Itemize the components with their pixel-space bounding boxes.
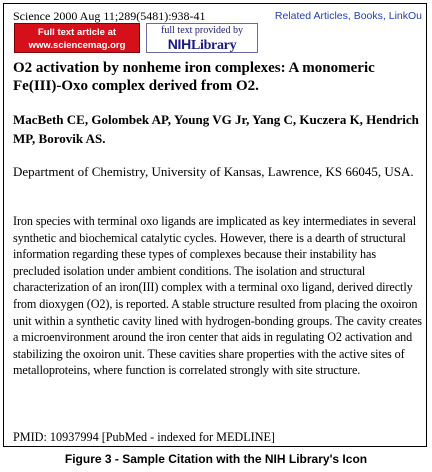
nih-logo-prefix: NIH — [167, 36, 191, 52]
sciencemag-full-text-button[interactable] — [14, 23, 140, 53]
citation-frame — [3, 3, 427, 447]
author-affiliation: Department of Chemistry, University of Kansas, Lawrence, KS 66045, USA. — [13, 164, 414, 179]
related-articles-link[interactable]: Related Articles, Books, LinkOu — [274, 10, 422, 22]
article-abstract: Iron species with terminal oxo ligands are implicated as key intermediates in several synthetic and biochemical catalytic cycles. However, there is a dearth of structural information regarding these types of complexes because their instability has precluded isolation under ambient conditions. The isolation and structural characterization of an iron(III) complex with a terminal oxo ligand, derived directly from dioxygen (O2), is reported. A stable structure resulted from placing the oxoiron unit within a synthetic cavity lined with hydrogen-bonding groups. The cavity creates a microenvironment around the iron center that aids in regulating O2 activation and stabilizing the oxoiron unit. These cavities share properties with the active sites of metalloproteins, where function is correlated strongly with site structure. — [13, 214, 422, 378]
article-title: O2 activation by nonheme iron complexes: A monomeric Fe(III)-Oxo complex derived from O2. — [13, 60, 375, 94]
sciencemag-banner-line1: Full text article at — [37, 27, 117, 38]
journal-citation: Science 2000 Aug 11;289(5481):938-41 — [13, 9, 206, 23]
nih-library-icon-button[interactable] — [146, 23, 258, 53]
nih-logo-library: Library — [190, 38, 237, 53]
nih-banner-line1: full text provided by — [161, 25, 243, 36]
nih-library-logo — [147, 37, 257, 53]
figure-caption: Figure 3 - Sample Citation with the NIH Library's Icon — [64, 452, 368, 466]
article-authors: MacBeth CE, Golombek AP, Young VG Jr, Yang C, Kuczera K, Hendrich MP, Borovik AS. — [13, 112, 419, 146]
pmid-line: PMID: 10937994 [PubMed - indexed for MEDLINE] — [13, 430, 275, 444]
sciencemag-banner-line2: www.sciencemag.org — [28, 40, 126, 51]
